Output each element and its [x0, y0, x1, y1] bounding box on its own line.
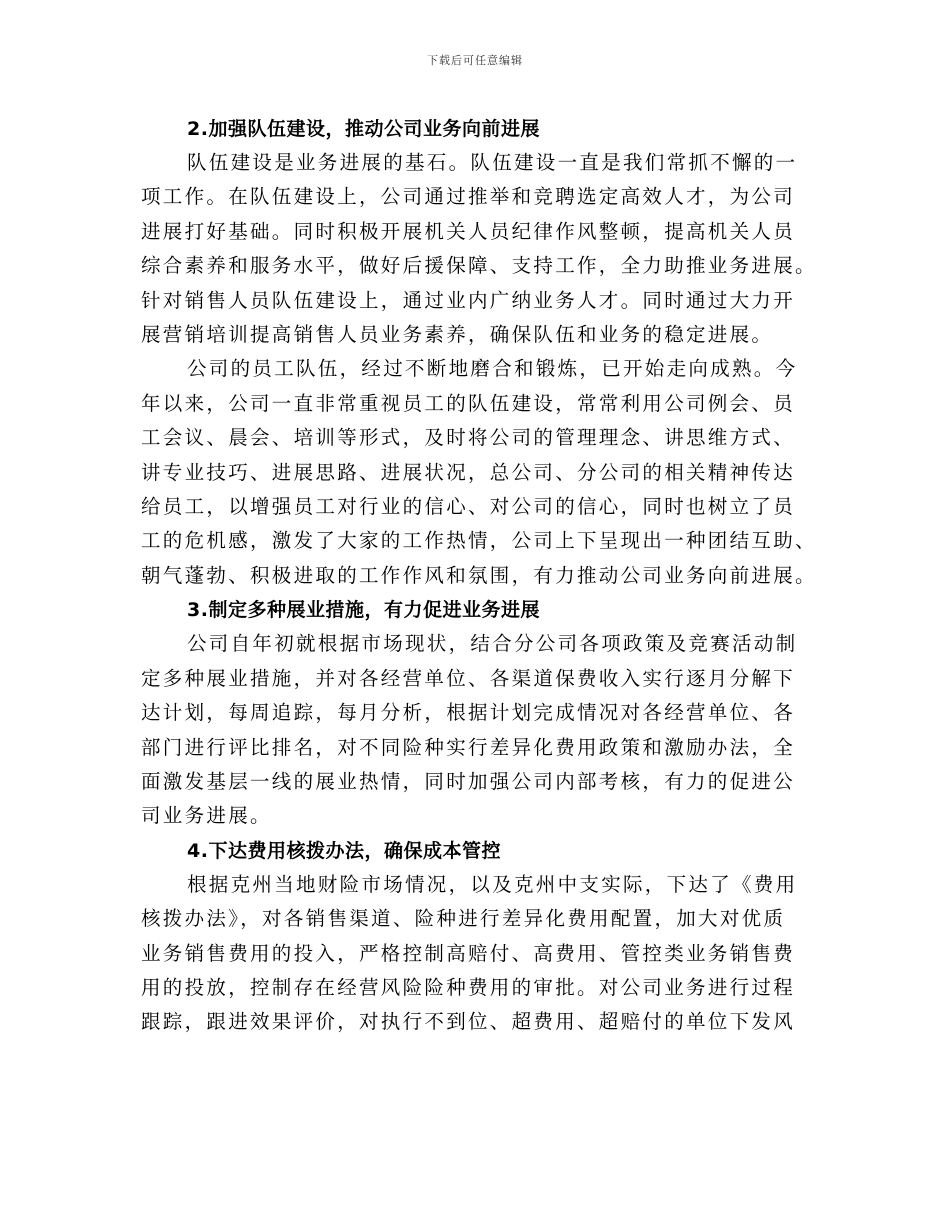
- text-line: 工会议、晨会、培训等形式，及时将公司的管理理念、讲思维方式、: [141, 426, 796, 450]
- text-line: 部门进行评比排名，对不同险种实行差异化费用政策和激励办法，全: [141, 735, 796, 759]
- section-heading: 4.下达费用核拨办法，确保成本管控: [187, 839, 501, 862]
- text-line: 项工作。在队伍建设上，公司通过推举和竞聘选定高效人才，为公司: [141, 185, 796, 209]
- text-line: 综合素养和服务水平，做好后援保障、支持工作，全力助推业务进展。: [141, 254, 817, 278]
- paragraph: [141, 352, 821, 593]
- header-note: 下载后可任意编辑: [427, 54, 523, 67]
- paragraph: [141, 146, 821, 352]
- text-line: 队伍建设是业务进展的基石。队伍建设一直是我们常抓不懈的一: [187, 151, 798, 174]
- text-line: 给员工，以增强员工对行业的信心、对公司的信心，同时也树立了员: [141, 495, 796, 519]
- text-line: 跟踪，跟进效果评价，对执行不到位、超费用、超赔付的单位下发风: [141, 1010, 796, 1034]
- paragraph: [141, 627, 821, 833]
- paragraph: [141, 868, 821, 1040]
- text-line: 工的危机感，激发了大家的工作热情，公司上下呈现出一种团结互助、: [141, 529, 817, 553]
- text-line: 核拨办法》，对各销售渠道、险种进行差异化费用配置，加大对优质: [141, 907, 786, 931]
- text-line: 公司的员工队伍，经过不断地磨合和锻炼，已开始走向成熟。今: [187, 357, 798, 381]
- text-line: 朝气蓬勃、积极进取的工作作风和氛围，有力推动公司业务向前进展。: [141, 563, 817, 587]
- text-line: 根据克州当地财险市场情况，以及克州中支实际，下达了《费用: [187, 872, 798, 896]
- section-heading: 3.制定多种展业措施，有力促进业务进展: [187, 599, 540, 622]
- text-line: 达计划，每周追踪，每月分析，根据计划完成情况对各经营单位、各: [141, 701, 796, 725]
- document-body: [141, 112, 821, 1040]
- text-line: 用的投放，控制存在经营风险险种费用的审批。对公司业务进行过程: [141, 975, 796, 999]
- text-line: 讲专业技巧、进展思路、进展状况，总公司、分公司的相关精神传达: [141, 460, 796, 484]
- text-line: 定多种展业措施，并对各经营单位、各渠道保费收入实行逐月分解下: [141, 666, 796, 690]
- text-line: 进展打好基础。同时积极开展机关人员纪律作风整顿，提高机关人员: [141, 219, 796, 243]
- text-line: 司业务进展。: [141, 804, 272, 828]
- text-line: 展营销培训提高销售人员业务素养，确保队伍和业务的稳定进展。: [141, 323, 774, 347]
- text-line: 公司自年初就根据市场现状，结合分公司各项政策及竞赛活动制: [187, 632, 798, 656]
- section-heading: 2.加强队伍建设，推动公司业务向前进展: [187, 118, 540, 140]
- text-line: 面激发基层一线的展业热情，同时加强公司内部考核，有力的促进公: [141, 769, 796, 793]
- text-line: 针对销售人员队伍建设上，通过业内广纳业务人才。同时通过大力开: [141, 288, 796, 312]
- text-line: 业务销售费用的投入，严格控制高赔付、高费用、管控类业务销售费: [141, 941, 796, 965]
- text-line: 年以来，公司一直非常重视员工的队伍建设，常常利用公司例会、员: [141, 391, 796, 415]
